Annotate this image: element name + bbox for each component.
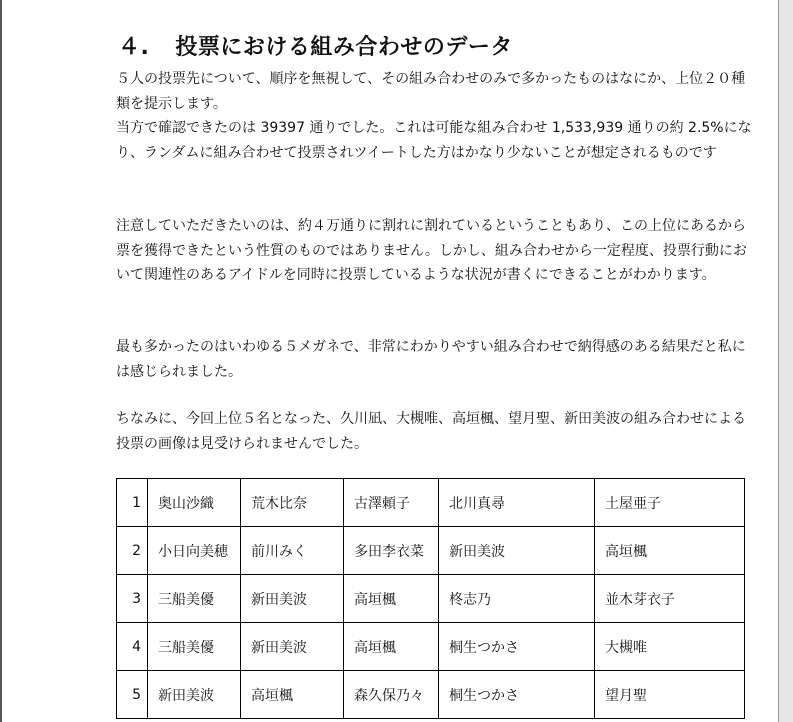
table-row [117, 479, 745, 527]
combination-table [116, 478, 745, 719]
idol-name-cell: 奥山沙織 [148, 479, 241, 527]
idol-name-cell: 古澤頼子 [344, 479, 439, 527]
idol-name-cell: 高垣楓 [344, 623, 439, 671]
rank-cell: 5 [117, 671, 148, 719]
idol-name-cell: 高垣楓 [595, 527, 745, 575]
idol-name-cell: 前川みく [241, 527, 344, 575]
idol-name-cell: 並木芽衣子 [595, 575, 745, 623]
paragraph: 当方で確認できたのは 39397 通りでした。これは可能な組み合わせ 1,533,939 通りの約 2.5%になり、ランダムに組み合わせて投票されツイートした方はかなり少ないことが想定されるものです [116, 120, 752, 161]
rank-cell: 2 [117, 527, 148, 575]
table-row [117, 671, 745, 719]
idol-name-cell: 小日向美穂 [148, 527, 241, 575]
rank-cell: 4 [117, 623, 148, 671]
table-row [117, 527, 745, 575]
idol-name-cell: 北川真尋 [439, 479, 595, 527]
idol-name-cell: 桐生つかさ [439, 671, 595, 719]
idol-name-cell: 桐生つかさ [439, 623, 595, 671]
page-right-margin [778, 0, 793, 722]
section-heading [118, 30, 513, 61]
idol-name-cell: 高垣楓 [241, 671, 344, 719]
idol-name-cell: 荒木比奈 [241, 479, 344, 527]
table-row [117, 623, 745, 671]
idol-name-cell: 多田李衣菜 [344, 527, 439, 575]
idol-name-cell: 新田美波 [439, 527, 595, 575]
idol-name-cell: 望月聖 [595, 671, 745, 719]
rank-cell: 1 [117, 479, 148, 527]
idol-name-cell: 森久保乃々 [344, 671, 439, 719]
paragraph: ちなみに、今回上位５名となった、久川凪、大槻唯、高垣楓、望月聖、新田美波の組み合わせによる投票の画像は見受けられませんでした。 [116, 411, 746, 452]
idol-name-cell: 新田美波 [148, 671, 241, 719]
idol-name-cell: 新田美波 [241, 575, 344, 623]
idol-name-cell: 新田美波 [241, 623, 344, 671]
section-number: ４. [118, 35, 150, 60]
paragraph: 最も多かったのはいわゆる５メガネで、非常にわかりやすい組み合わせで納得感のある結果だと私には感じられました。 [116, 339, 746, 380]
idol-name-cell: 三船美優 [148, 575, 241, 623]
paragraph: 注意していただきたいのは、約４万通りに割れに割れているということもあり、この上位にあるから票を獲得できたという性質のものではありません。しかし、組み合わせから一定程度、投票行動において関連性のあるアイドルを同時に投票しているような状況が書くにできることがわかります。 [116, 218, 747, 283]
idol-name-cell: 柊志乃 [439, 575, 595, 623]
section-title: 投票における組み合わせのデータ [175, 35, 513, 60]
idol-name-cell: 三船美優 [148, 623, 241, 671]
idol-name-cell: 土屋亜子 [595, 479, 745, 527]
idol-name-cell: 大槻唯 [595, 623, 745, 671]
idol-name-cell: 高垣楓 [344, 575, 439, 623]
rank-cell: 3 [117, 575, 148, 623]
page-left-edge [0, 0, 2, 722]
paragraph: ５人の投票先について、順序を無視して、その組み合わせのみで多かったものはなにか、上位２０種類を提示します。 [116, 71, 746, 112]
table-row [117, 575, 745, 623]
